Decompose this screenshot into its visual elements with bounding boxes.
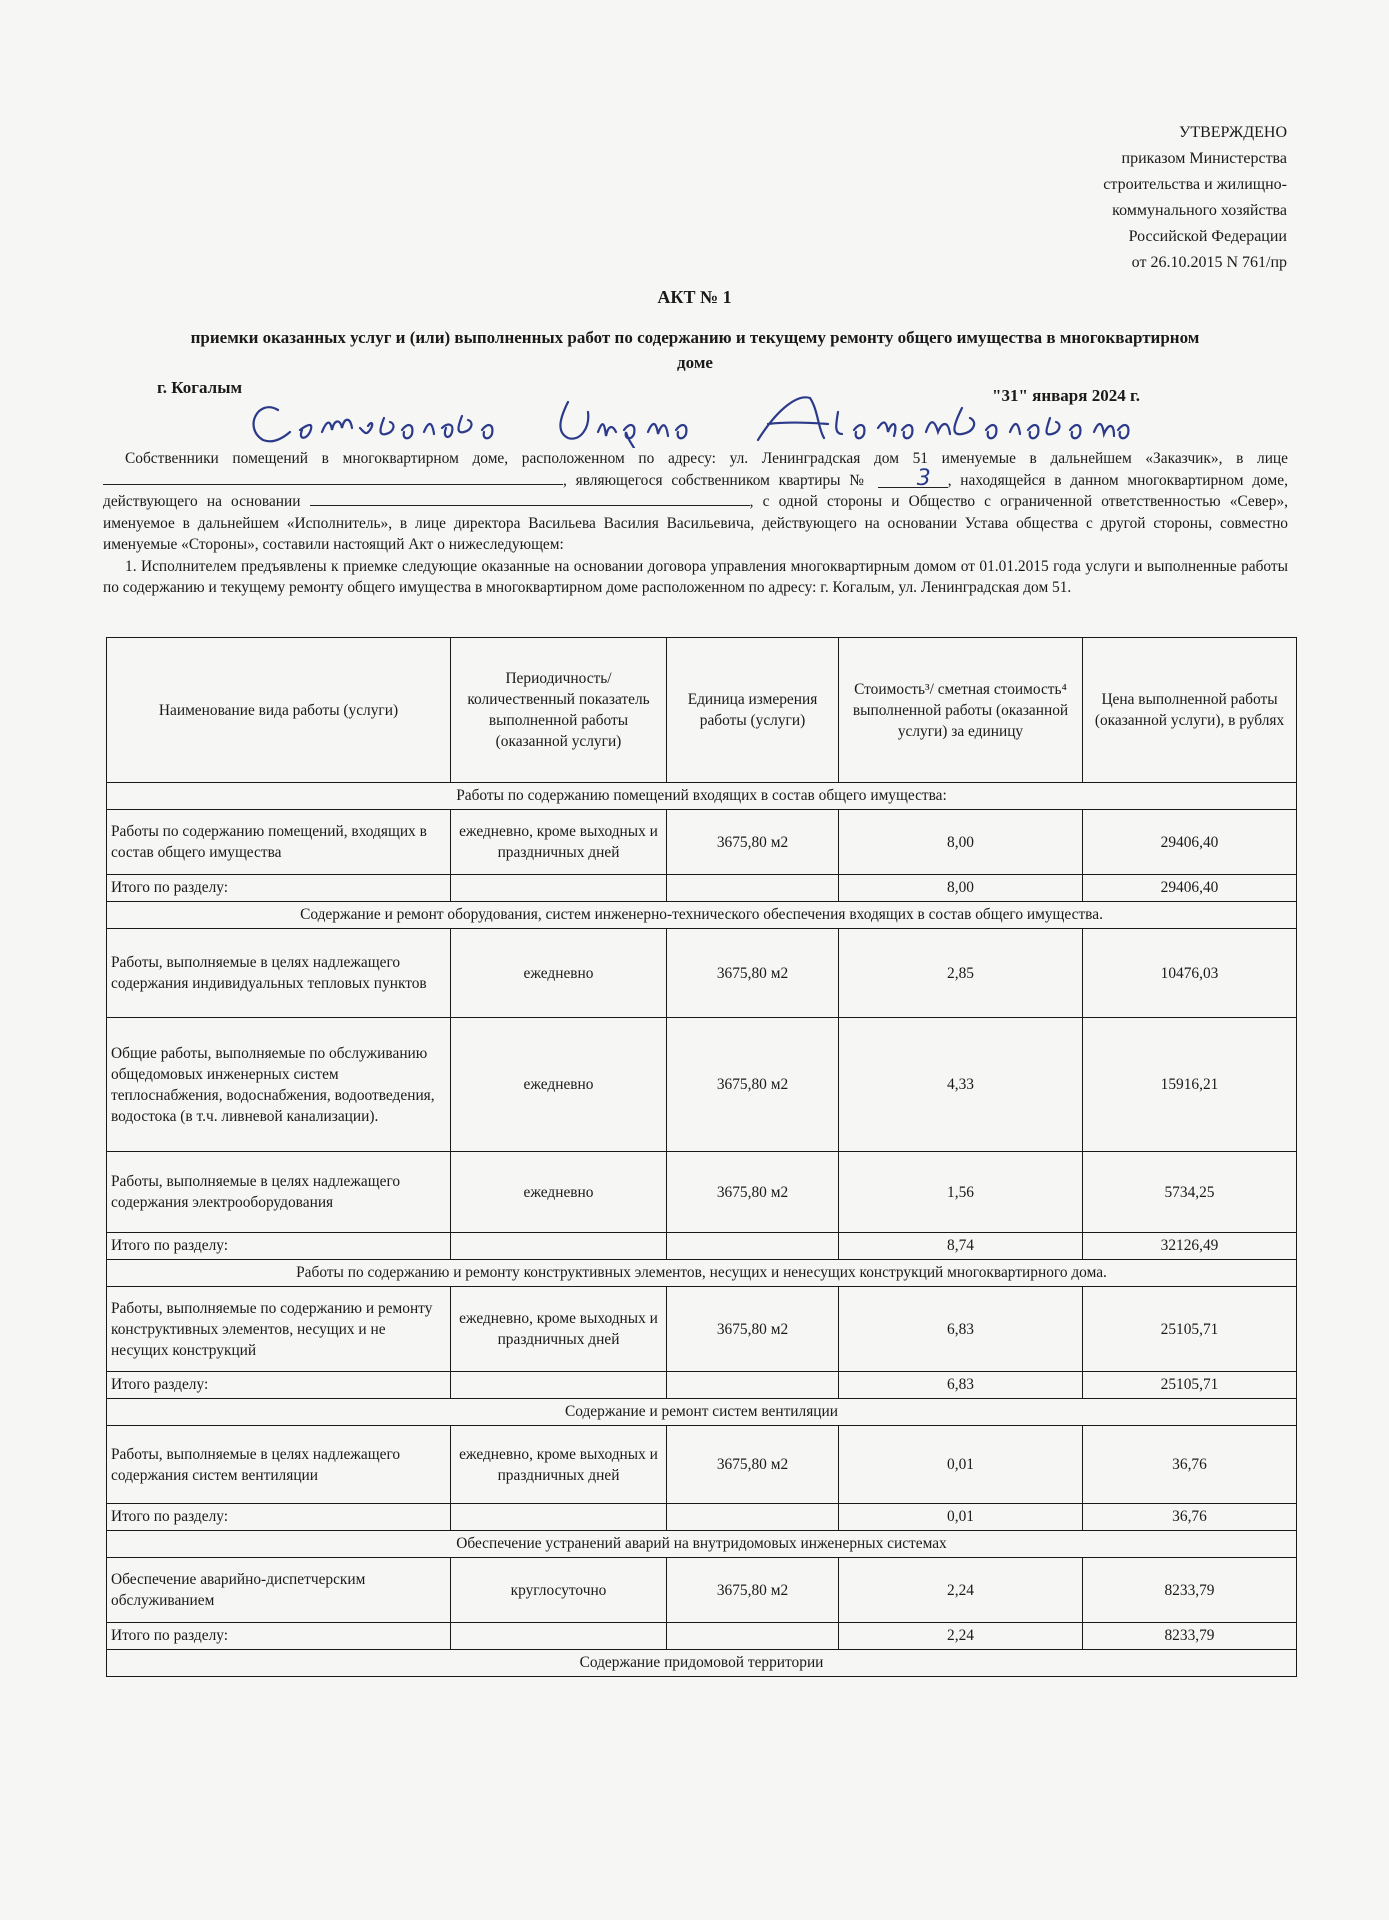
section-total-row <box>107 1233 1297 1260</box>
apartment-number: 3 <box>878 471 948 488</box>
price-cell: 15916,21 <box>1083 1018 1297 1152</box>
unit-cell: 3675,80 м2 <box>667 929 839 1018</box>
intro-part: Собственники помещений в многоквартирном доме, расположенном по адресу: ул. Ленинградская дом 51 именуемые в дальнейшем «Заказчик», в лице <box>125 450 1288 467</box>
cost-cell: 0,01 <box>839 1426 1083 1504</box>
period-cell: ежедневно <box>451 929 667 1018</box>
work-name-cell: Обеспечение аварийно-диспетчерским обслуживанием <box>107 1558 451 1623</box>
section-total-row <box>107 1623 1297 1650</box>
document-city: г. Когалым <box>157 378 243 397</box>
document-date: "31" января 2024 г. <box>992 386 1141 405</box>
section-total-row <box>107 1372 1297 1399</box>
work-name-cell: Работы, выполняемые в целях надлежащего содержания систем вентиляции <box>107 1426 451 1504</box>
period-cell: ежедневно, кроме выходных и праздничных дней <box>451 1426 667 1504</box>
table-row <box>107 1287 1297 1372</box>
table-row <box>107 929 1297 1018</box>
approval-line: приказом Министерства <box>1121 150 1287 167</box>
intro-part: , являющегося собственником квартиры № <box>563 471 869 489</box>
price-cell: 29406,40 <box>1083 810 1297 875</box>
total-cost: 8,74 <box>839 1233 1083 1260</box>
cost-cell: 1,56 <box>839 1152 1083 1233</box>
empty-cell <box>667 1233 839 1260</box>
table-row <box>107 1152 1297 1233</box>
intro-part: , с одной стороны и Общество с ограниченной ответственностью «Север», именуемое в дальнейшем «Исполнитель», в лице директора Васильева Василия Васильевича, действующего на основании Устава общества с другой стороны, совместно именуемые «Стороны», составили настоящий Акт о нижеследующем: <box>103 493 1288 553</box>
section-title: Работы по содержанию помещений входящих в состав общего имущества: <box>107 783 1297 810</box>
section-title: Содержание и ремонт систем вентиляции <box>107 1399 1297 1426</box>
approval-line: строительства и жилищно- <box>1103 176 1287 193</box>
total-cost: 2,24 <box>839 1623 1083 1650</box>
price-cell: 36,76 <box>1083 1426 1297 1504</box>
price-cell: 5734,25 <box>1083 1152 1297 1233</box>
table-row <box>107 810 1297 875</box>
total-price: 32126,49 <box>1083 1233 1297 1260</box>
handwritten-signature <box>238 388 1258 448</box>
column-header: Периодичность/ количественный показатель выполненной работы (оказанной услуги) <box>451 638 667 783</box>
work-name-cell: Работы, выполняемые в целях надлежащего содержания индивидуальных тепловых пунктов <box>107 929 451 1018</box>
representative-blank <box>103 484 563 485</box>
section-title: Содержание придомовой территории <box>107 1650 1297 1677</box>
column-header: Наименование вида работы (услуги) <box>107 638 451 783</box>
section-title: Работы по содержанию и ремонту конструктивных элементов, несущих и ненесущих конструкций многоквартирного дома. <box>107 1260 1297 1287</box>
approval-line: УТВЕРЖДЕНО <box>1178 124 1287 141</box>
section-total-row <box>107 1504 1297 1531</box>
period-cell: ежедневно <box>451 1152 667 1233</box>
section-title: Содержание и ремонт оборудования, систем инженерно-технического обеспечения входящих в состав общего имущества. <box>107 902 1297 929</box>
period-cell: ежедневно <box>451 1018 667 1152</box>
basis-blank <box>310 505 750 506</box>
empty-cell <box>667 1504 839 1531</box>
total-price: 25105,71 <box>1083 1372 1297 1399</box>
empty-cell <box>451 1623 667 1650</box>
empty-cell <box>667 1623 839 1650</box>
empty-cell <box>667 875 839 902</box>
total-label: Итого разделу: <box>107 1372 451 1399</box>
total-label: Итого по разделу: <box>107 1233 451 1260</box>
intro-paragraph <box>103 448 1288 556</box>
work-name-cell: Общие работы, выполняемые по обслуживанию общедомовых инженерных систем теплоснабжения, водоснабжения, водоотведения, водостока (в т.ч. ливневой канализации). <box>107 1018 451 1152</box>
total-cost: 8,00 <box>839 875 1083 902</box>
section-header-row <box>107 1531 1297 1558</box>
empty-cell <box>667 1372 839 1399</box>
total-cost: 0,01 <box>839 1504 1083 1531</box>
period-cell: ежедневно, кроме выходных и праздничных дней <box>451 1287 667 1372</box>
table-row <box>107 1426 1297 1504</box>
price-cell: 10476,03 <box>1083 929 1297 1018</box>
intro-paragraph: 1. Исполнителем предъявлены к приемке следующие оказанные на основании договора управления многоквартирным домом от 01.01.2015 года услуги и выполненные работы по содержанию и текущему ремонту общего имущества в многоквартирном доме расположенном по адресу: г. Когалым, ул. Ленинградская дом 51. <box>103 557 1288 596</box>
intro-text <box>103 448 1288 599</box>
work-name-cell: Работы, выполняемые в целях надлежащего содержания электрооборудования <box>107 1152 451 1233</box>
approval-line: от 26.10.2015 N 761/пр <box>1131 254 1287 271</box>
total-label: Итого по разделу: <box>107 875 451 902</box>
empty-cell <box>451 1233 667 1260</box>
section-header-row <box>107 1260 1297 1287</box>
document-title: АКТ № 1 <box>657 287 732 307</box>
column-header: Стоимость³/ сметная стоимость⁴ выполненной работы (оказанной услуги) за единицу <box>839 638 1083 783</box>
work-name-cell: Работы, выполняемые по содержанию и ремонту конструктивных элементов, несущих и не несущих конструкций <box>107 1287 451 1372</box>
unit-cell: 3675,80 м2 <box>667 1287 839 1372</box>
cost-cell: 6,83 <box>839 1287 1083 1372</box>
section-header-row <box>107 783 1297 810</box>
intro-part: , находящейся в данном многоквартирном доме, действующего на основании <box>103 471 1288 510</box>
price-cell: 25105,71 <box>1083 1287 1297 1372</box>
cost-cell: 2,85 <box>839 929 1083 1018</box>
total-label: Итого по разделу: <box>107 1623 451 1650</box>
approval-line: коммунального хозяйства <box>1112 202 1287 219</box>
section-header-row <box>107 902 1297 929</box>
price-cell: 8233,79 <box>1083 1558 1297 1623</box>
empty-cell <box>451 1372 667 1399</box>
unit-cell: 3675,80 м2 <box>667 810 839 875</box>
table-row <box>107 1018 1297 1152</box>
table-row <box>107 1558 1297 1623</box>
cost-cell: 8,00 <box>839 810 1083 875</box>
period-cell: круглосуточно <box>451 1558 667 1623</box>
section-total-row <box>107 875 1297 902</box>
column-header: Единица измерения работы (услуги) <box>667 638 839 783</box>
work-name-cell: Работы по содержанию помещений, входящих в состав общего имущества <box>107 810 451 875</box>
total-price: 36,76 <box>1083 1504 1297 1531</box>
total-cost: 6,83 <box>839 1372 1083 1399</box>
cost-cell: 2,24 <box>839 1558 1083 1623</box>
total-label: Итого по разделу: <box>107 1504 451 1531</box>
period-cell: ежедневно, кроме выходных и праздничных дней <box>451 810 667 875</box>
section-header-row <box>107 1399 1297 1426</box>
empty-cell <box>451 1504 667 1531</box>
unit-cell: 3675,80 м2 <box>667 1558 839 1623</box>
section-header-row <box>107 1650 1297 1677</box>
unit-cell: 3675,80 м2 <box>667 1018 839 1152</box>
document-subtitle: приемки оказанных услуг и (или) выполненных работ по содержанию и текущему ремонту общего имущества в многоквартирном доме <box>190 328 1200 372</box>
approval-stamp-text <box>1103 120 1287 276</box>
cost-cell: 4,33 <box>839 1018 1083 1152</box>
approval-line: Российской Федерации <box>1128 228 1287 245</box>
table-header-row <box>107 638 1297 783</box>
unit-cell: 3675,80 м2 <box>667 1426 839 1504</box>
total-price: 29406,40 <box>1083 875 1297 902</box>
table-body <box>107 783 1297 1677</box>
total-price: 8233,79 <box>1083 1623 1297 1650</box>
works-table <box>106 637 1297 1677</box>
empty-cell <box>451 875 667 902</box>
unit-cell: 3675,80 м2 <box>667 1152 839 1233</box>
section-title: Обеспечение устранений аварий на внутридомовых инженерных системах <box>107 1531 1297 1558</box>
column-header: Цена выполненной работы (оказанной услуги), в рублях <box>1083 638 1297 783</box>
